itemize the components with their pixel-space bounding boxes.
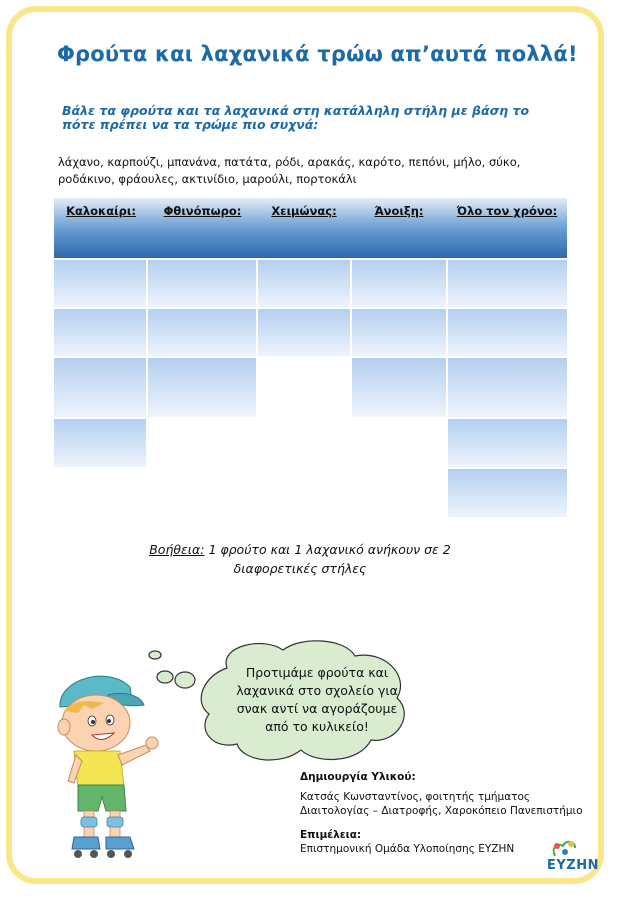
answer-cell[interactable] bbox=[448, 260, 567, 307]
credits-editing-line-1: Επιστημονική Ομάδα Υλοποίησης ΕΥΖΗΝ bbox=[300, 843, 515, 855]
answer-cell[interactable] bbox=[352, 309, 446, 356]
answer-cell[interactable] bbox=[54, 260, 146, 307]
hint-line-2: διαφορετικές στήλες bbox=[233, 561, 367, 576]
credits-creation-line-2: Διαιτολογίας – Διατροφής, Χαροκόπειο Πανεπιστήμιο bbox=[300, 805, 583, 817]
column-header-winter bbox=[257, 198, 352, 258]
column-header-label: Καλοκαίρι: bbox=[66, 204, 136, 218]
word-list bbox=[58, 154, 578, 188]
credits-creation-heading: Δημιουργία Υλικού: bbox=[300, 771, 416, 783]
column-header-label: Όλο τον χρόνο: bbox=[456, 204, 558, 218]
column-header-spring bbox=[351, 198, 448, 258]
logo-icon bbox=[545, 838, 585, 860]
answer-cell[interactable] bbox=[352, 358, 446, 417]
word-list-line-1: λάχανο, καρπούζι, μπανάνα, πατάτα, ρόδι, αρακάς, καρότο, πεπόνι, μήλο, σύκο, bbox=[58, 155, 521, 169]
answer-cell[interactable] bbox=[148, 309, 256, 356]
hint-line-1: 1 φρούτο και 1 λαχανικό ανήκουν σε 2 bbox=[204, 542, 451, 557]
bubble-line-1: Προτιμάμε φρούτα και bbox=[245, 665, 389, 680]
logo-text: ΕΥΖΗΝ bbox=[547, 858, 599, 873]
answer-cell[interactable] bbox=[54, 358, 146, 417]
answer-cell[interactable] bbox=[148, 260, 256, 307]
boy-illustration bbox=[48, 665, 163, 865]
instruction-line-1: Βάλε τα φρούτα και τα λαχανικά στη κατάλληλη στήλη με βάση το bbox=[62, 103, 530, 118]
answer-cell[interactable] bbox=[448, 419, 567, 467]
instruction-text bbox=[62, 104, 532, 132]
answer-cell[interactable] bbox=[448, 358, 567, 417]
hint-text bbox=[100, 540, 500, 578]
answer-cell[interactable] bbox=[448, 309, 567, 356]
word-list-line-2: ροδάκινο, φράουλες, ακτινίδιο, μαρούλι, πορτοκάλι bbox=[58, 172, 357, 186]
column-header-autumn bbox=[148, 198, 258, 258]
page-title: Φρούτα και λαχανικά τρώω απ’αυτά πολλά! bbox=[57, 42, 578, 66]
speech-bubble-text bbox=[232, 664, 402, 736]
column-header-label: Άνοιξη: bbox=[374, 204, 424, 218]
bubble-line-4: από το κυλικείο! bbox=[265, 719, 369, 734]
column-header-summer bbox=[54, 198, 149, 258]
bubble-line-3: σνακ αντί να αγοράζουμε bbox=[236, 701, 398, 716]
column-header-label: Φθινόπωρο: bbox=[163, 204, 242, 218]
answer-cell[interactable] bbox=[54, 419, 146, 467]
answer-cell[interactable] bbox=[258, 260, 350, 307]
credits-creation-line-1: Κατσάς Κωνσταντίνος, φοιτητής τμήματος bbox=[300, 791, 531, 803]
answer-cell[interactable] bbox=[54, 309, 146, 356]
instruction-line-2: πότε πρέπει να τα τρώμε πιο συχνά: bbox=[62, 117, 319, 132]
bubble-line-2: λαχανικά στο σχολείο για bbox=[236, 683, 398, 698]
answer-cell[interactable] bbox=[258, 309, 350, 356]
column-header-all-year bbox=[447, 198, 567, 258]
answer-cell[interactable] bbox=[148, 358, 256, 417]
answer-cell[interactable] bbox=[448, 469, 567, 517]
credits-editing-heading: Επιμέλεια: bbox=[300, 829, 362, 841]
column-header-label: Χειμώνας: bbox=[271, 204, 337, 218]
answer-cell[interactable] bbox=[352, 260, 446, 307]
hint-label: Βοήθεια: bbox=[149, 542, 205, 557]
